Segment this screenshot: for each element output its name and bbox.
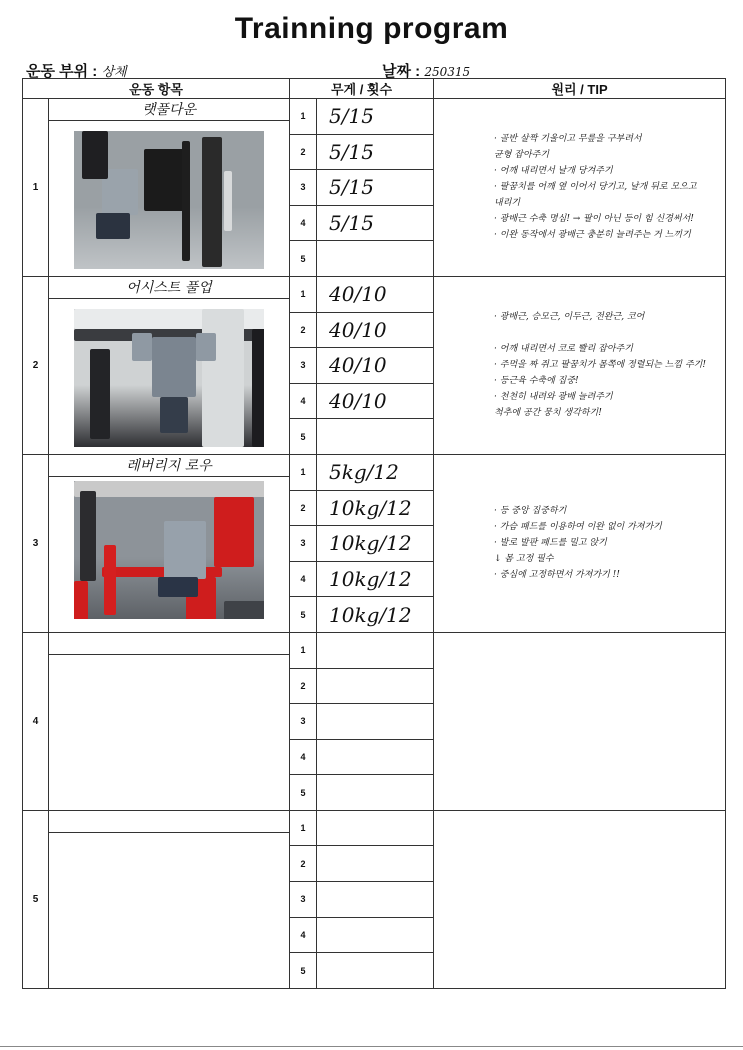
tip-list [434, 131, 725, 243]
photo-detail [80, 491, 96, 581]
exercise-name: 랫풀다운 [49, 99, 289, 121]
weight-reps-value [317, 739, 434, 775]
set-number: 5 [290, 775, 317, 811]
weight-reps-value: 5/15 [317, 170, 434, 206]
exercise-number: 3 [23, 454, 49, 632]
weight-reps-value [317, 241, 434, 277]
set-number: 1 [290, 276, 317, 312]
tip-item: · 이완 동작에서 광배근 충분히 늘려주는 거 느끼기 [494, 230, 691, 241]
weight-reps-value: 5kg/12 [317, 454, 434, 490]
exercise-cell [49, 276, 290, 454]
photo-detail [152, 337, 196, 397]
weight-reps-value: 10kg/12 [317, 526, 434, 562]
tip-item: · 가슴 패드를 이용하여 이완 없이 가져가기 [494, 522, 662, 533]
photo-detail [224, 171, 232, 231]
set-number: 4 [290, 739, 317, 775]
set-number: 2 [290, 846, 317, 882]
tip-item: · 어깨 내리면서 날개 당겨주기 [494, 166, 613, 177]
set-number: 4 [290, 917, 317, 953]
set-number: 4 [290, 383, 317, 419]
tip-item: · 주먹을 짜 쥐고 팔꿈치가 몸쪽에 정렬되는 느낌 주기! [494, 360, 706, 371]
photo-detail [196, 333, 216, 361]
tip-item: · 등근육 수축에 집중! [494, 376, 579, 387]
exercise-number: 4 [23, 632, 49, 810]
tip-item: · 골반 살짝 기울이고 무릎을 구부려서 [494, 134, 642, 145]
photo-detail [252, 329, 264, 447]
tip-item: · 천천히 내려와 광배 늘려주기 [494, 392, 613, 403]
set-number: 2 [290, 668, 317, 704]
tip-cell [434, 276, 726, 454]
tip-list [434, 503, 725, 583]
tip-item: · 중심에 고정하면서 가져가기 !! [494, 570, 620, 581]
weight-reps-value [317, 419, 434, 455]
header-exercise: 운동 항목 [23, 79, 290, 99]
photo-detail [160, 397, 188, 433]
weight-reps-value [317, 846, 434, 882]
date-label: 날짜 : [382, 63, 421, 80]
set-number: 5 [290, 597, 317, 633]
exercise-cell [49, 810, 290, 988]
weight-reps-value [317, 668, 434, 704]
photo-detail [90, 349, 110, 439]
tip-item: · 광배근, 승모근, 이두근, 전완근, 코어 [494, 312, 645, 323]
photo-detail [182, 141, 190, 261]
tip-list [434, 309, 725, 421]
tip-item: · 광배근 수축 명심! → 팔이 아닌 등이 힘 신경써서! [494, 214, 694, 225]
exercise-photo [74, 481, 264, 619]
exercise-number: 1 [23, 99, 49, 277]
set-number: 4 [290, 205, 317, 241]
photo-detail [214, 497, 254, 567]
table-header-row [23, 79, 726, 99]
tip-item: · 어깨 내리면서 코로 빨리 잡아주기 [494, 344, 633, 355]
set-number: 5 [290, 953, 317, 989]
exercise-name: 레버리지 로우 [49, 455, 289, 477]
photo-detail [74, 581, 88, 619]
exercise-name: 어시스트 풀업 [49, 277, 289, 299]
photo-detail [224, 601, 264, 619]
weight-reps-value: 5/15 [317, 99, 434, 135]
set-number: 3 [290, 704, 317, 740]
weight-reps-value [317, 632, 434, 668]
weight-reps-value: 40/10 [317, 383, 434, 419]
set-number: 5 [290, 241, 317, 277]
weight-reps-value: 10kg/12 [317, 561, 434, 597]
weight-reps-value [317, 953, 434, 989]
set-number: 3 [290, 526, 317, 562]
page-bottom-rule [0, 1046, 743, 1047]
set-number: 2 [290, 134, 317, 170]
photo-detail [132, 333, 152, 361]
tip-item [494, 325, 717, 341]
exercise-number: 5 [23, 810, 49, 988]
weight-reps-value [317, 810, 434, 846]
set-number: 5 [290, 419, 317, 455]
tip-cell [434, 632, 726, 810]
exercise-name [49, 811, 289, 833]
date-value: 250315 [424, 65, 471, 79]
weight-reps-value: 10kg/12 [317, 490, 434, 526]
photo-detail [96, 213, 130, 239]
exercise-part-value: 상체 [101, 65, 127, 80]
document-title: Trainning program [234, 12, 509, 45]
set-row [23, 276, 726, 312]
set-number: 1 [290, 810, 317, 846]
tip-item: 척추에 공간 뭉치 생각하기! [494, 408, 602, 419]
tip-item: 균형 잡아주기 [494, 150, 550, 161]
header-tip: 원리 / TIP [434, 79, 726, 99]
set-number: 1 [290, 454, 317, 490]
photo-detail [104, 545, 116, 615]
weight-reps-value: 40/10 [317, 276, 434, 312]
set-number: 3 [290, 348, 317, 384]
photo-detail [202, 309, 244, 447]
exercise-photo [74, 131, 264, 269]
tip-cell [434, 99, 726, 277]
weight-reps-value: 5/15 [317, 134, 434, 170]
weight-reps-value: 40/10 [317, 312, 434, 348]
tip-cell [434, 454, 726, 632]
exercise-photo [74, 309, 264, 447]
weight-reps-value: 5/15 [317, 205, 434, 241]
photo-detail [82, 131, 108, 179]
exercise-part-label: 운동 부위 : [26, 63, 98, 80]
exercise-name [49, 633, 289, 655]
set-row [23, 632, 726, 668]
set-number: 2 [290, 312, 317, 348]
exercise-cell [49, 632, 290, 810]
photo-detail [202, 137, 222, 267]
photo-detail [164, 521, 206, 579]
exercise-cell [49, 454, 290, 632]
photo-detail [74, 481, 264, 497]
tip-item: · 팔꿈치를 어깨 옆 이어서 당기고, 날개 뒤로 모으고 [494, 182, 697, 193]
tip-item: 내리기 [494, 198, 521, 209]
weight-reps-value: 10kg/12 [317, 597, 434, 633]
tip-item: · 등 중앙 집중하기 [494, 506, 567, 517]
set-number: 3 [290, 882, 317, 918]
set-row [23, 99, 726, 135]
tip-cell [434, 810, 726, 988]
weight-reps-value [317, 917, 434, 953]
header-weight-reps: 무게 / 횟수 [290, 79, 434, 99]
set-row [23, 810, 726, 846]
tip-item: ↓ 몸 고정 필수 [494, 554, 554, 565]
set-number: 3 [290, 170, 317, 206]
set-number: 1 [290, 99, 317, 135]
weight-reps-value: 40/10 [317, 348, 434, 384]
weight-reps-value [317, 882, 434, 918]
photo-detail [144, 149, 186, 211]
weight-reps-value [317, 775, 434, 811]
weight-reps-value [317, 704, 434, 740]
training-table [22, 78, 726, 989]
tip-item: · 발로 발판 패드를 밀고 앉기 [494, 538, 607, 549]
set-number: 1 [290, 632, 317, 668]
exercise-number: 2 [23, 276, 49, 454]
photo-detail [158, 577, 198, 597]
exercise-cell [49, 99, 290, 277]
set-number: 2 [290, 490, 317, 526]
set-number: 4 [290, 561, 317, 597]
set-row [23, 454, 726, 490]
